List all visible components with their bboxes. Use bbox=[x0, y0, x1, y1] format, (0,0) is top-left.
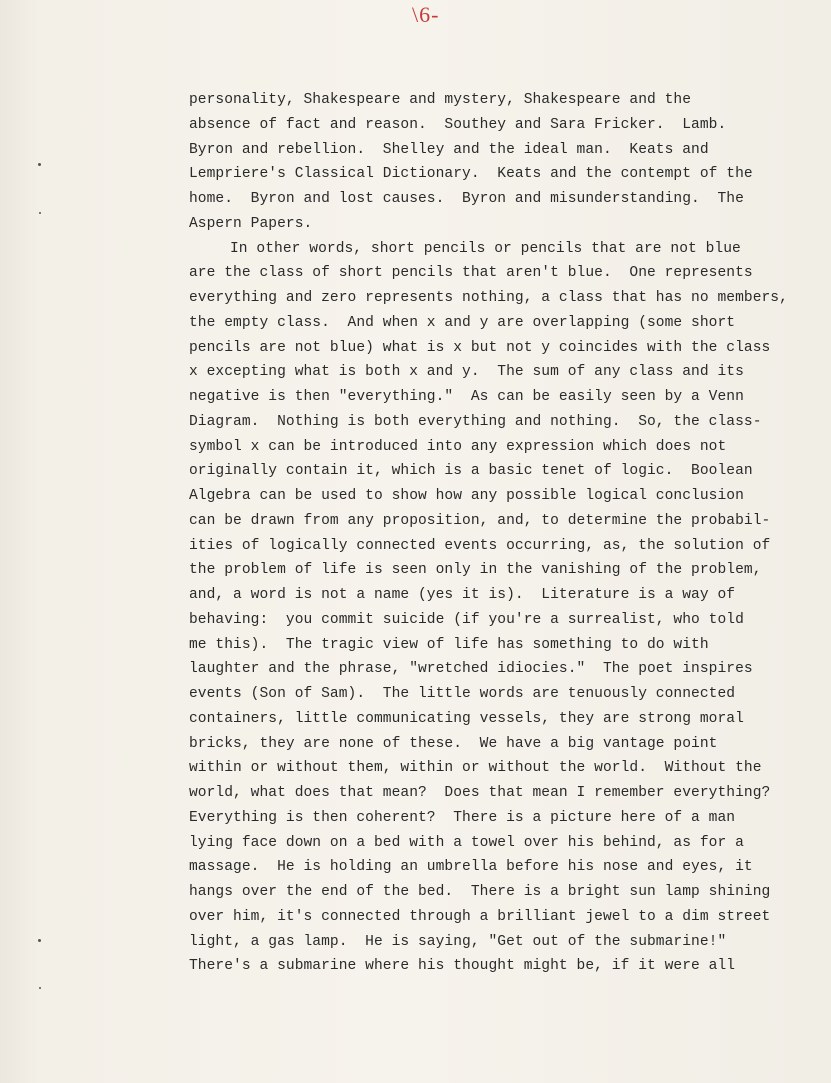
margin-mark bbox=[39, 212, 41, 214]
text-line: home. Byron and lost causes. Byron and misunderstanding. The bbox=[189, 191, 744, 207]
text-line: symbol x can be introduced into any expression which does not bbox=[189, 438, 727, 455]
text-line: ities of logically connected events occurring, as, the solution of bbox=[189, 537, 771, 554]
paragraph-first-line: In other words, short pencils or pencils that are not blue bbox=[230, 240, 741, 257]
text-line: Algebra can be used to show how any possible logical conclusion bbox=[189, 488, 744, 504]
text-line: the problem of life is seen only in the vanishing of the problem, bbox=[189, 562, 762, 579]
text-line: laughter and the phrase, "wretched idiocies." The poet inspires bbox=[189, 661, 753, 678]
text-line: behaving: you commit suicide (if you're a surrealist, who told bbox=[189, 611, 744, 628]
margin-mark bbox=[38, 163, 41, 166]
text-line: Diagram. Nothing is both everything and nothing. So, the class- bbox=[189, 413, 762, 430]
text-line: within or without them, within or without the world. Without the bbox=[189, 760, 762, 777]
margin-mark bbox=[39, 987, 41, 989]
body-text bbox=[189, 88, 789, 979]
text-line: lying face down on a bed with a towel over his behind, as for a bbox=[189, 834, 744, 851]
text-line: and, a word is not a name (yes it is). Literature is a way of bbox=[189, 587, 736, 603]
text-line: Lempriere's Classical Dictionary. Keats and the contempt of the bbox=[189, 166, 753, 183]
text-line: There's a submarine where his thought might be, if it were all bbox=[189, 958, 736, 975]
text-line: events (Son of Sam). The little words are tenuously connected bbox=[189, 686, 736, 702]
text-line: x excepting what is both x and y. The sum of any class and its bbox=[189, 364, 744, 381]
text-line: Everything is then coherent? There is a picture here of a man bbox=[189, 809, 736, 826]
text-line: absence of fact and reason. Southey and Sara Fricker. Lamb. bbox=[189, 116, 727, 133]
text-line: containers, little communicating vessels, they are strong moral bbox=[189, 710, 744, 727]
margin-mark bbox=[38, 939, 41, 942]
text-line: everything and zero represents nothing, a class that has no members, bbox=[189, 290, 788, 306]
text-line: originally contain it, which is a basic tenet of logic. Boolean bbox=[189, 463, 753, 480]
text-line: light, a gas lamp. He is saying, "Get out of the submarine!" bbox=[189, 933, 727, 950]
text-line: me this). The tragic view of life has something to do with bbox=[189, 636, 709, 653]
text-line: Aspern Papers. bbox=[189, 215, 313, 232]
text-line: massage. He is holding an umbrella before his nose and eyes, it bbox=[189, 859, 753, 876]
text-line: Byron and rebellion. Shelley and the ideal man. Keats and bbox=[189, 141, 709, 158]
text-line: the empty class. And when x and y are overlapping (some short bbox=[189, 314, 736, 331]
text-line: negative is then "everything." As can be easily seen by a Venn bbox=[189, 389, 744, 405]
text-line: can be drawn from any proposition, and, to determine the probabil- bbox=[189, 512, 771, 529]
text-line: hangs over the end of the bed. There is a bright sun lamp shining bbox=[189, 884, 771, 900]
text-line: personality, Shakespeare and mystery, Shakespeare and the bbox=[189, 92, 692, 108]
text-line: pencils are not blue) what is x but not y coincides with the class bbox=[189, 339, 771, 356]
text-line: world, what does that mean? Does that mean I remember everything? bbox=[189, 785, 771, 801]
text-line: are the class of short pencils that aren't blue. One represents bbox=[189, 265, 753, 282]
text-line: over him, it's connected through a brilliant jewel to a dim street bbox=[189, 908, 771, 925]
text-line: bricks, they are none of these. We have a big vantage point bbox=[189, 735, 718, 752]
page-number: \6- bbox=[412, 2, 440, 27]
